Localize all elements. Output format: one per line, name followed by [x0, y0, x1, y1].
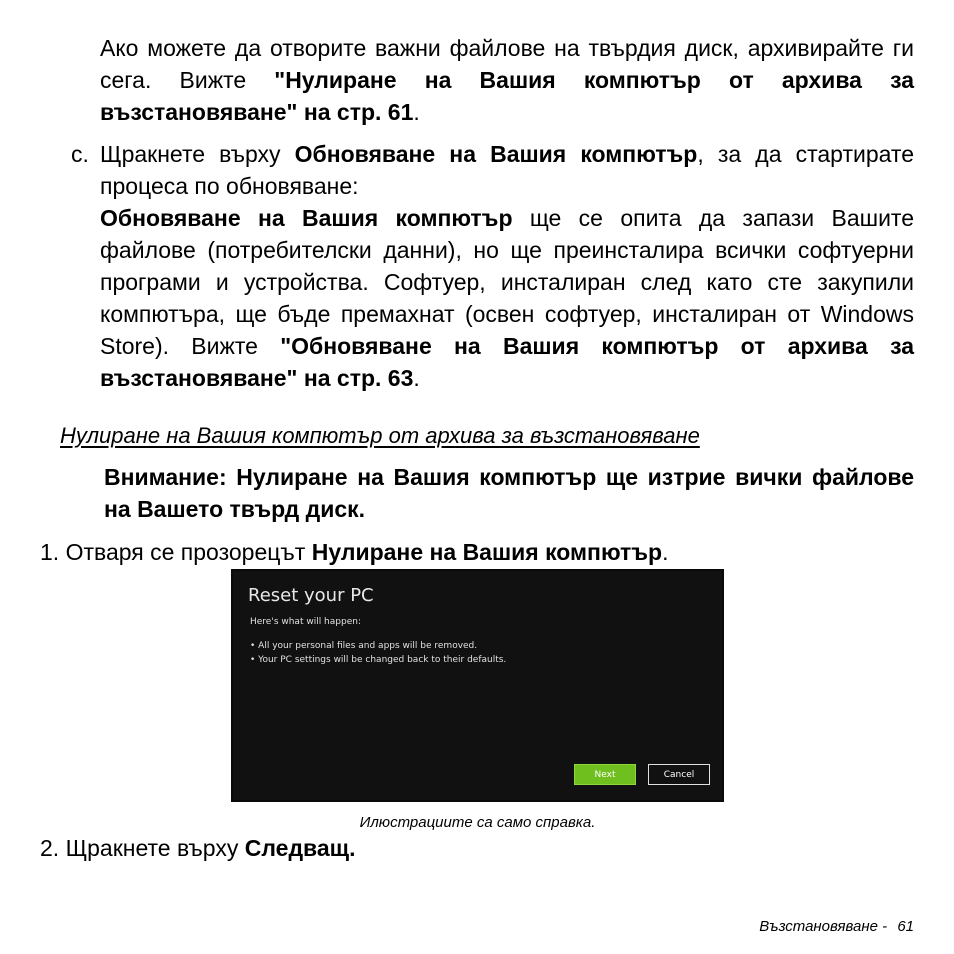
step-c-marker: c. — [71, 141, 89, 167]
step-1 — [40, 536, 669, 568]
section-heading: Нулиране на Вашия компютър от архива за възстановяване — [60, 423, 700, 448]
page-footer — [759, 918, 914, 935]
step-2-bold: Следващ. — [244, 835, 356, 861]
step-c-text-2: , за да стартирате процеса по обновяване: — [100, 141, 914, 199]
next-button[interactable]: Next — [574, 764, 636, 785]
step-1-bold: Нулиране на Вашия компютър — [311, 539, 663, 565]
figure-caption: Илюстрациите са само справка. — [359, 814, 596, 831]
reset-pc-dialog — [231, 569, 724, 802]
warning-text: Внимание: Нулиране на Вашия компютър ще изтрие вички файлове на Вашето твърд диск. — [104, 464, 914, 522]
step-c-paragraph — [100, 138, 914, 202]
dialog-title: Reset your PC — [248, 585, 374, 606]
step-c-reference: "Обновяване на Вашия компютър от архива за възстановяване" на стр. 63 — [100, 333, 914, 391]
intro-text: Ако можете да отворите важни файлове на твърдия диск, архивирайте ги сега. Вижте — [100, 35, 914, 93]
dialog-bullet: • All your personal files and apps will be removed. — [250, 641, 478, 651]
step-2-text: 2. Щракнете върху — [40, 835, 245, 861]
page-number: 61 — [897, 918, 914, 935]
intro-reference: "Нулиране на Вашия компютър от архива за възстановяване" на стр. 61 — [100, 67, 915, 125]
dialog-subtitle: Here's what will happen: — [250, 617, 361, 627]
step-c-description — [100, 202, 914, 394]
step-c-bold-action: Обновяване на Вашия компютър — [294, 141, 698, 167]
step-c-bold-subject: Обновяване на Вашия компютър — [100, 205, 513, 231]
step-c-end: . — [413, 365, 420, 391]
footer-section: Възстановяване - — [759, 918, 888, 935]
dialog-bullet: • Your PC settings will be changed back to their defaults. — [250, 655, 507, 665]
step-c-description-text: ще се опита да запази Вашите файлове (потребителски данни), но ще преинсталира всички софтуерни програми и устройства. Софтуер, инсталиран след като сте закупили компютъра, ще бъде премахнат (освен софтуер, инсталиран от Windows Store). Вижте — [100, 205, 914, 359]
step-1-end: . — [662, 539, 669, 565]
step-1-text: 1. Отваря се прозорецът — [40, 539, 312, 565]
step-c-text: Щракнете върху — [100, 141, 295, 167]
cancel-button[interactable]: Cancel — [648, 764, 710, 785]
intro-end: . — [413, 99, 420, 125]
step-2 — [40, 832, 355, 864]
intro-paragraph — [100, 32, 914, 128]
